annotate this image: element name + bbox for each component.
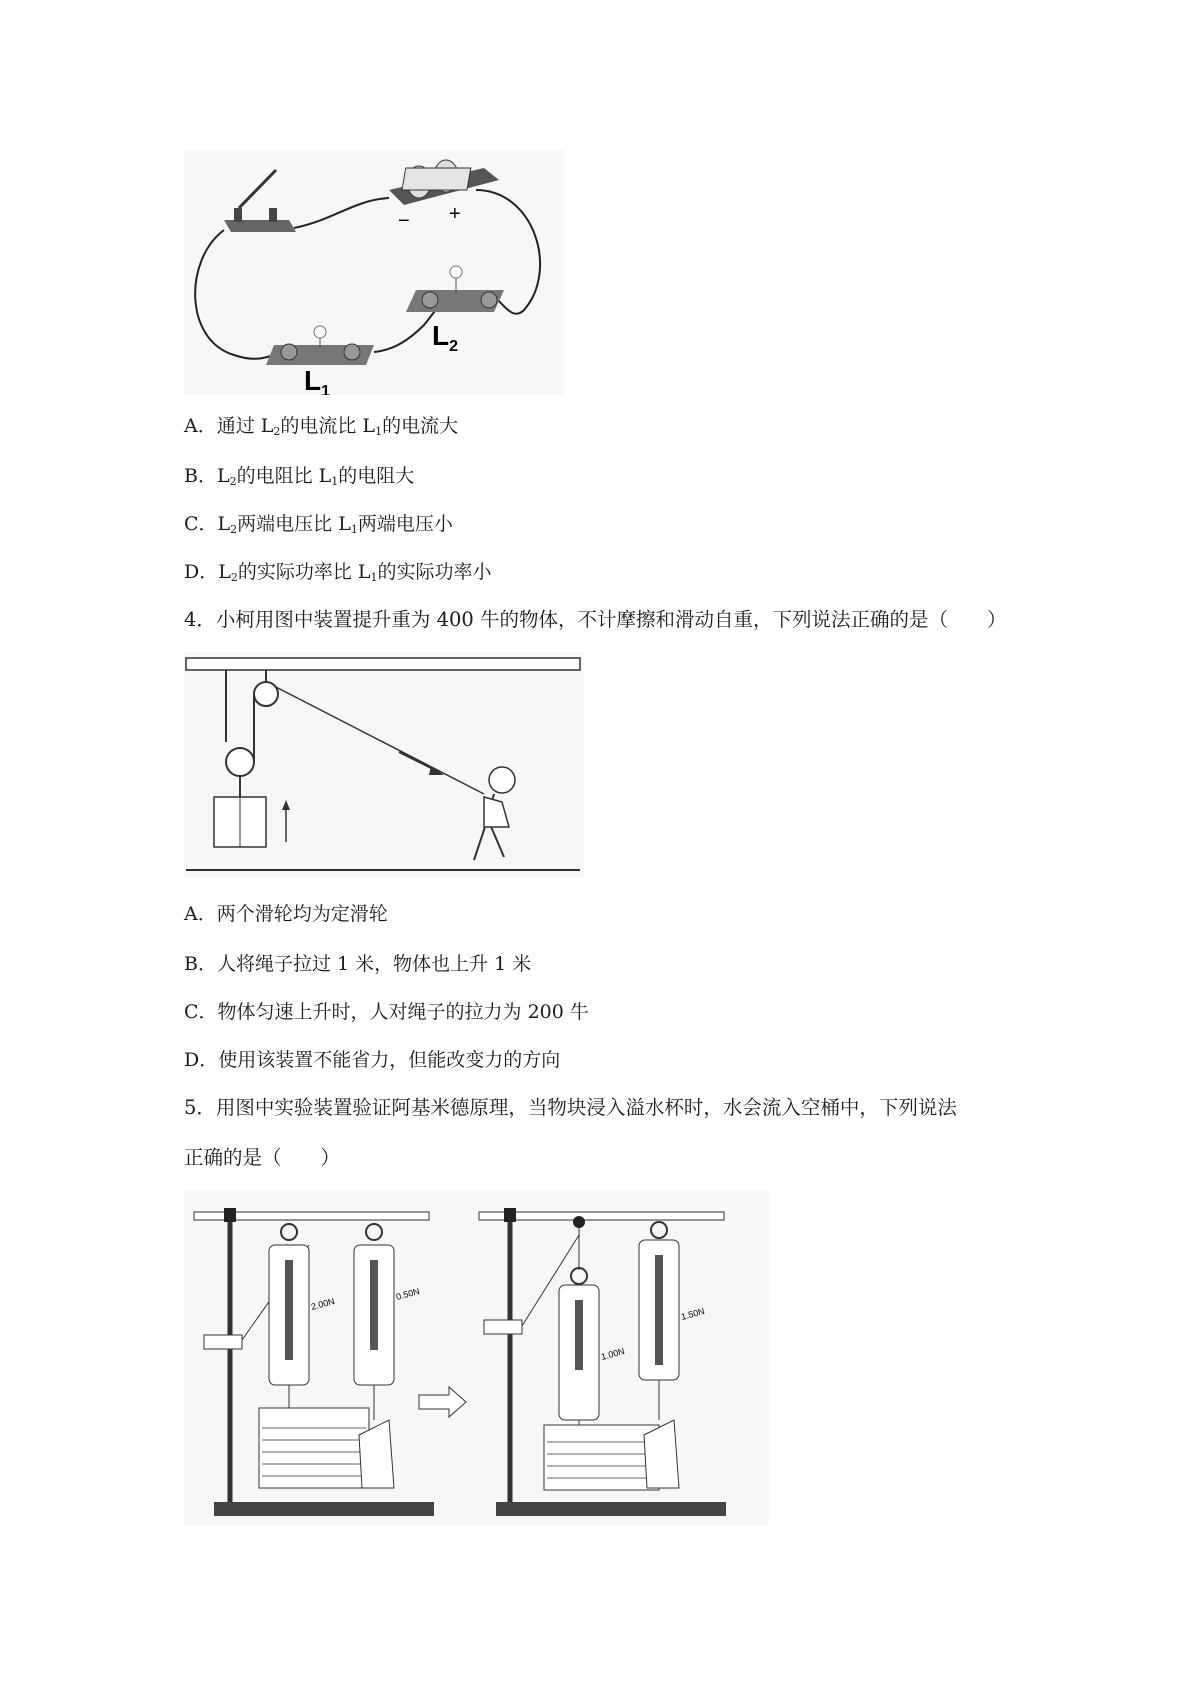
right-scale1-reading: 1.00N <box>599 1346 626 1362</box>
q4-option-a: A．两个滑轮均为定滑轮 <box>184 903 388 925</box>
left-scale2-reading: 0.50N <box>394 1286 421 1302</box>
battery-plus-label: + <box>449 203 461 225</box>
q4-stem: 4．小柯用图中装置提升重为 400 牛的物体，不计摩擦和滑动自重，下列说法正确的是（ ） <box>184 608 1007 631</box>
archimedes-drawing <box>184 1190 769 1525</box>
q4-option-b: B．人将绳子拉过 1 米，物体也上升 1 米 <box>184 953 532 975</box>
bulb-l2-sub: 2 <box>449 338 459 355</box>
pulley-drawing <box>184 652 584 877</box>
svg-text:L2 <box>432 320 458 355</box>
pulley-figure <box>184 652 584 877</box>
q4-option-c: C．物体匀速上升时，人对绳子的拉力为 200 牛 <box>184 1001 589 1023</box>
q5-stem-line2: 正确的是（ ） <box>184 1146 341 1169</box>
left-scale1-reading: 2.00N <box>309 1296 336 1312</box>
q5-stem-line1: 5．用图中实验装置验证阿基米德原理，当物块浸入溢水杯时，水会流入空桶中，下列说法 <box>184 1096 957 1119</box>
bulb-l1-label: L <box>304 365 322 395</box>
q3-option-b: B．$L_2$的电阻比 $L_1$的电阻大 <box>184 465 415 488</box>
bulb-l2-label: L <box>432 320 450 351</box>
battery-minus-label: − <box>398 210 410 232</box>
circuit-figure <box>184 150 564 395</box>
q4-option-d: D．使用该装置不能省力，但能改变力的方向 <box>184 1049 561 1071</box>
q3-option-a: A．通过 $L_2$的电流比 $L_1$的电流大 <box>184 415 459 438</box>
q3-option-c: C．$L_2$两端电压比 $L_1$两端电压小 <box>184 513 453 536</box>
bulb-l1-sub: 1 <box>321 383 331 395</box>
svg-text:L1 <box>304 365 330 395</box>
circuit-drawing <box>184 150 564 395</box>
archimedes-figure <box>184 1190 769 1525</box>
right-scale2-reading: 1.50N <box>679 1306 706 1322</box>
q3-option-d: D．$L_2$的实际功率比 $L_1$的实际功率小 <box>184 561 492 584</box>
